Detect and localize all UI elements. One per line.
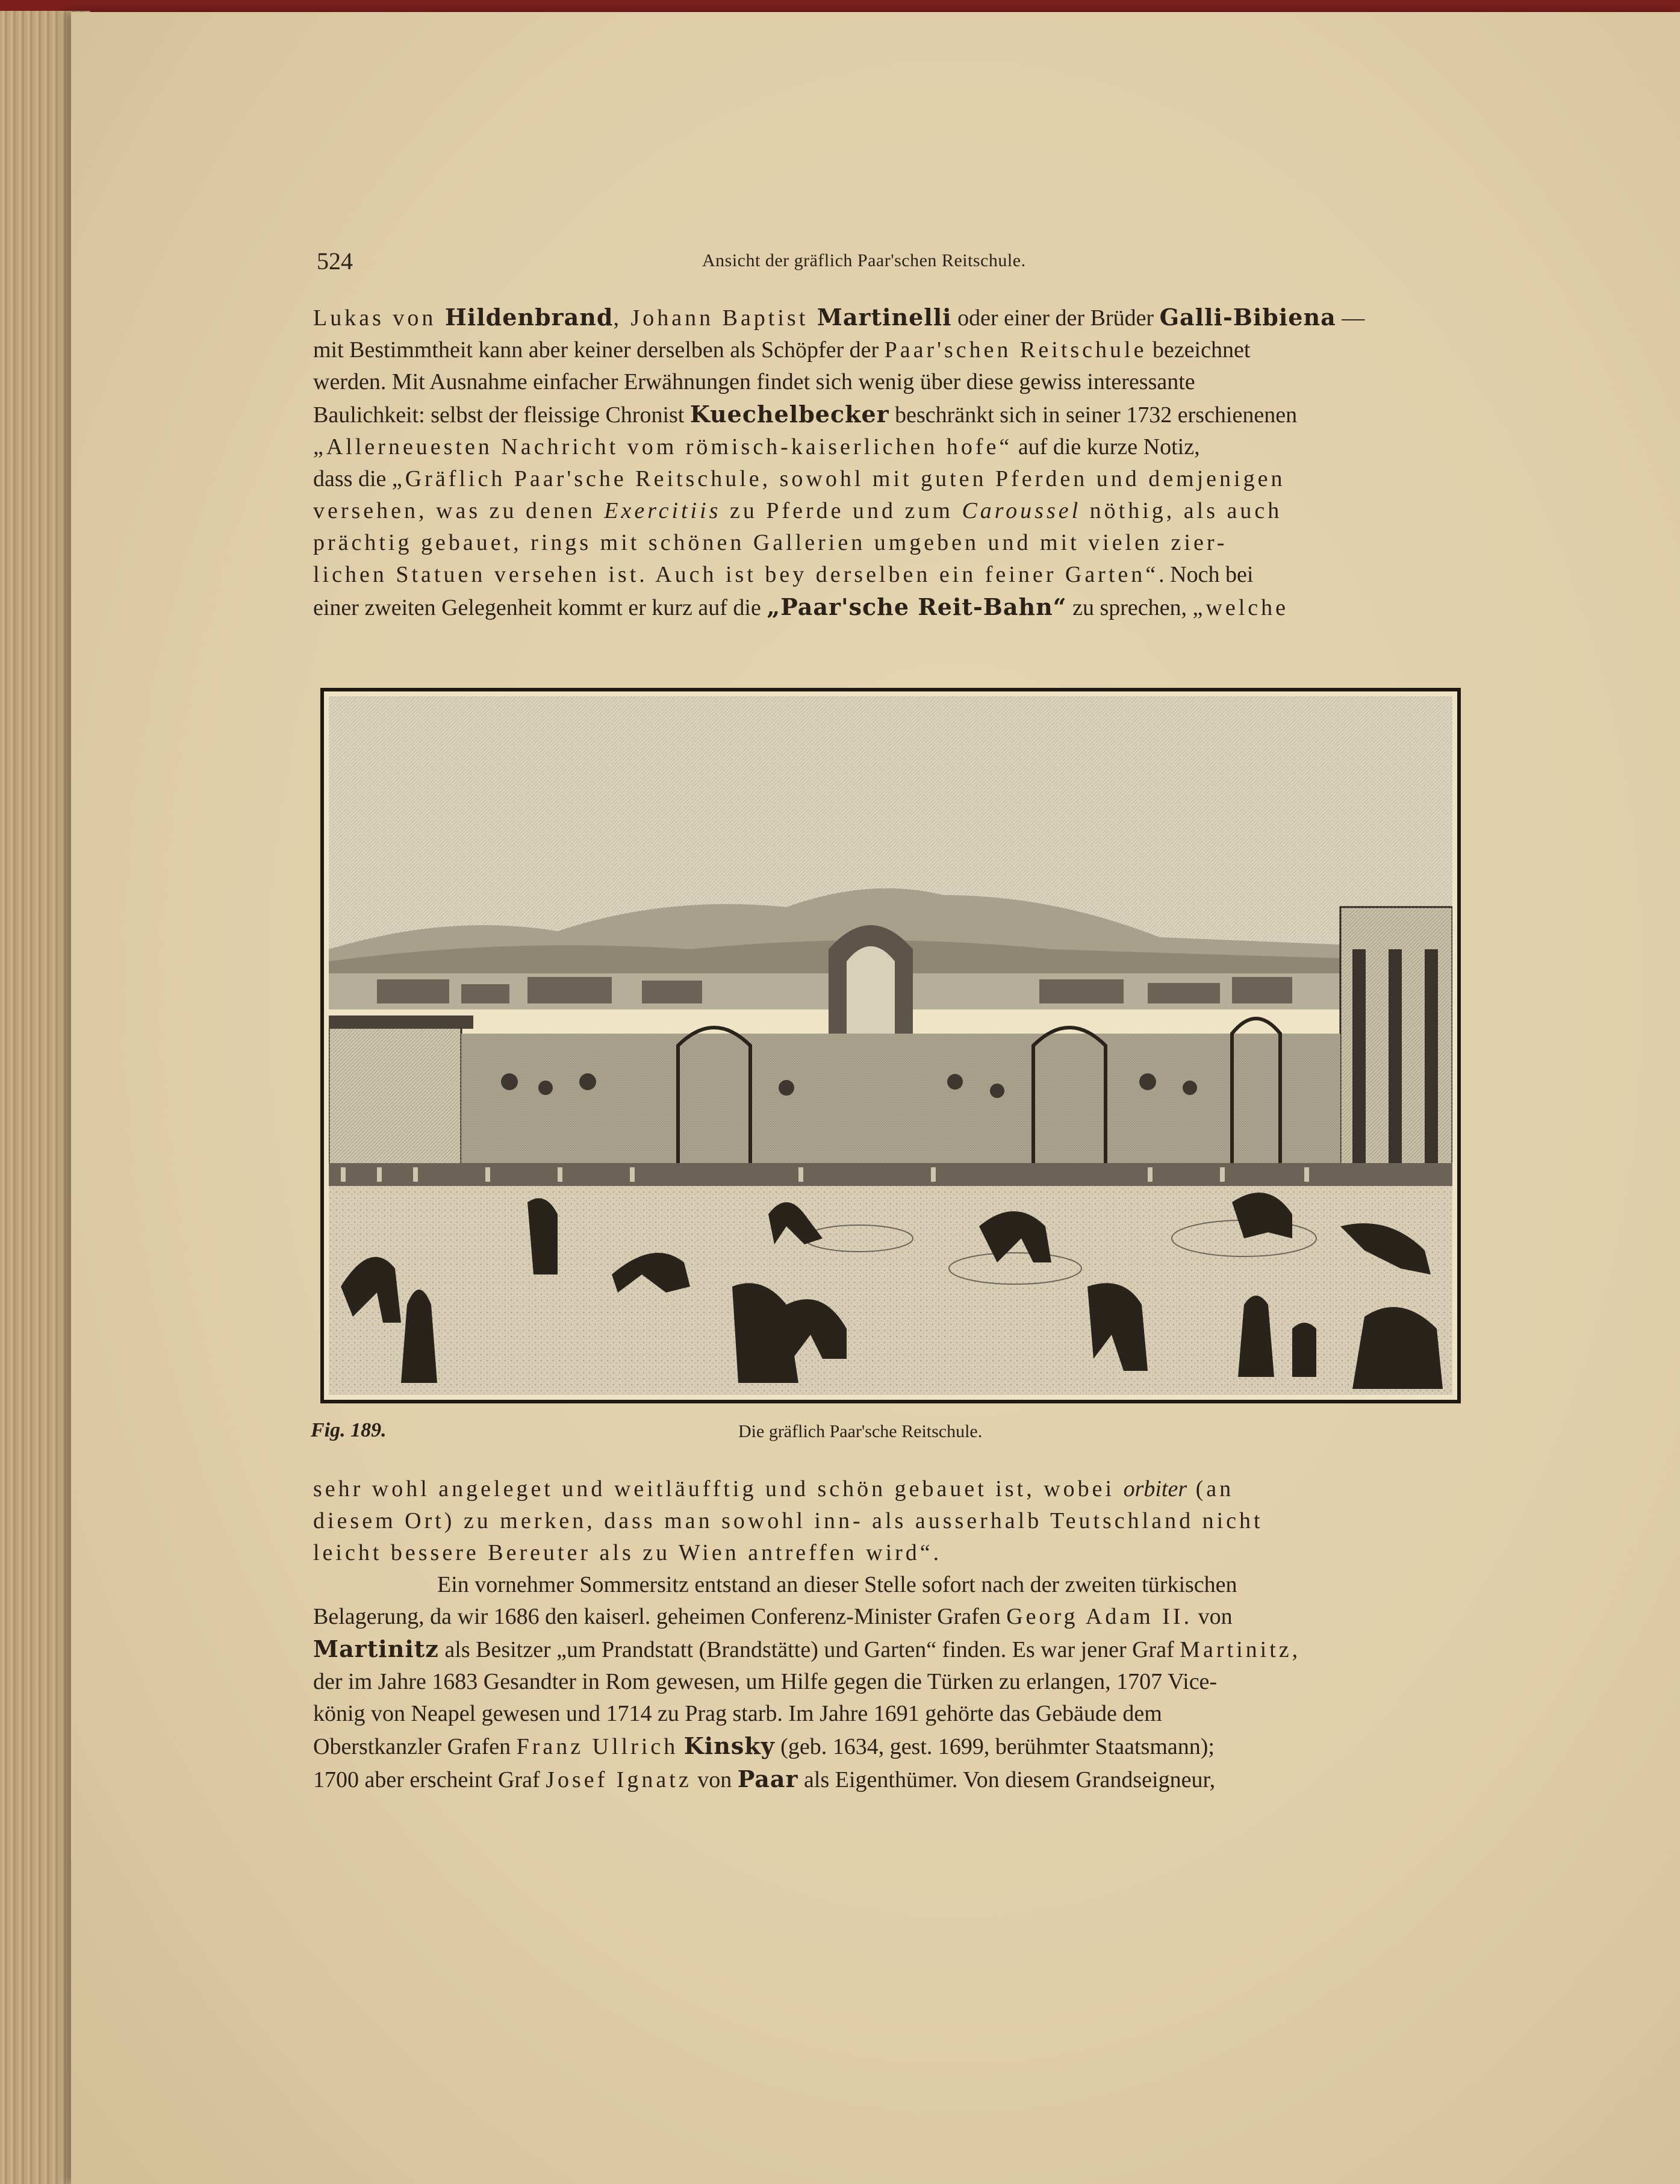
text-line: „Allerneuesten Nachricht vom römisch-kaiserlichen hofe“ auf die kurze Notiz, xyxy=(313,434,1200,460)
text-line: könig von Neapel gewesen und 1714 zu Prag starb. Im Jahre 1691 gehörte das Gebäude dem xyxy=(313,1701,1162,1726)
text-line: Baulichkeit: selbst der fleissige Chronist Kuechelbecker beschränkt sich in seiner 1732 erschienenen xyxy=(313,401,1298,428)
text-block-top xyxy=(313,301,1469,644)
text-line: diesem Ort) zu merken, dass man sowohl inn- als ausserhalb Teutschland nicht xyxy=(313,1508,1263,1533)
text-line: Belagerung, da wir 1686 den kaiserl. geheimen Conferenz-Minister Grafen Georg Adam II. von xyxy=(313,1604,1233,1629)
running-title: Ansicht der gräflich Paar'schen Reitschule. xyxy=(702,251,1026,270)
text-line: werden. Mit Ausnahme einfacher Erwähnungen findet sich wenig über diese gewiss interessante xyxy=(313,369,1195,395)
text-line: lichen Statuen versehen ist. Auch ist bey derselben ein feiner Garten“. Noch bei xyxy=(313,562,1254,587)
text-line: leicht bessere Bereuter als zu Wien antreffen wird“. xyxy=(313,1540,939,1565)
figure-label: Fig. 189. xyxy=(311,1419,387,1441)
text-line: prächtig gebauet, rings mit schönen Gallerien umgeben und mit vielen zier- xyxy=(313,530,1228,555)
text-block-bottom xyxy=(313,1473,1469,1811)
book-cover-edge xyxy=(0,0,1680,13)
text-line: Martinitz als Besitzer „um Prandstatt (Brandstätte) und Garten“ finden. Es war jener Graf Martinitz, xyxy=(313,1635,1298,1662)
text-line: Ein vornehmer Sommersitz entstand an dieser Stelle sofort nach der zweiten türkischen xyxy=(437,1572,1237,1597)
figure-caption: Die gräflich Paar'sche Reitschule. xyxy=(738,1421,983,1441)
text-line: 1700 aber erscheint Graf Josef Ignatz von Paar als Eigenthümer. Von diesem Grandseigneur, xyxy=(313,1765,1216,1792)
engraving-illustration xyxy=(329,696,1452,1395)
text-line: versehen, was zu denen Exercitiis zu Pferde und zum Caroussel nöthig, als auch xyxy=(313,498,1283,523)
text-line: sehr wohl angeleget und weitläufftig und schön gebauet ist, wobei orbiter (an xyxy=(313,1476,1234,1502)
text-line: Oberstkanzler Grafen Franz Ullrich Kinsky (geb. 1634, gest. 1699, berühmter Staatsmann); xyxy=(313,1732,1215,1759)
figure-engraving xyxy=(320,688,1461,1403)
text-line: dass die „Gräflich Paar'sche Reitschule, sowohl mit guten Pferden und demjenigen xyxy=(313,466,1286,491)
text-line: der im Jahre 1683 Gesandter in Rom gewesen, um Hilfe gegen die Türken zu erlangen, 1707 Vice- xyxy=(313,1669,1218,1694)
page-number: 524 xyxy=(317,248,353,275)
page-header xyxy=(317,243,1461,279)
text-line: Lukas von Hildenbrand, Johann Baptist Martinelli oder einer der Brüder Galli-Bibiena — xyxy=(313,304,1365,331)
text-line: mit Bestimmtheit kann aber keiner derselben als Schöpfer der Paar'schen Reitschule bezeichnet xyxy=(313,337,1251,363)
text-line: einer zweiten Gelegenheit kommt er kurz auf die „Paar'sche Reit-Bahn“ zu sprechen, „welche xyxy=(313,593,1289,620)
